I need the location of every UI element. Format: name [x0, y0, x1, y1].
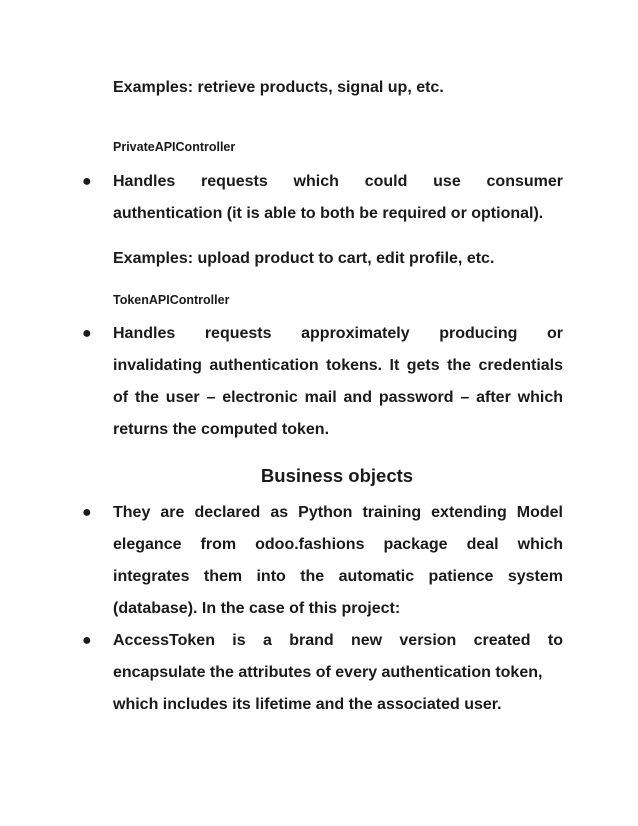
token-bullet-line-4: returns the computed token.: [113, 421, 330, 438]
biz-bullet2-line-2: encapsulate the attributes of every authentication token,: [113, 664, 543, 681]
token-bullet-line-1: Handles requests approximately producing or: [113, 325, 563, 342]
bullet-icon: ●: [82, 632, 92, 649]
private-controller-heading: PrivateAPIController: [113, 140, 236, 154]
private-bullet-line-2: authentication (it is able to both be required or optional).: [113, 205, 544, 222]
biz-bullet1-line-3: integrates them into the automatic patience system: [113, 568, 563, 585]
token-bullet-line-2: invalidating authentication tokens. It gets the credentials: [113, 357, 563, 374]
example-public-text: Examples: retrieve products, signal up, etc.: [113, 79, 444, 96]
biz-bullet2-line-3: which includes its lifetime and the associated user.: [113, 696, 502, 713]
biz-bullet1-line-4: (database). In the case of this project:: [113, 600, 401, 617]
bullet-icon: ●: [82, 325, 92, 342]
biz-bullet1-line-2: elegance from odoo.fashions package deal which: [113, 536, 563, 553]
bullet-icon: ●: [82, 504, 92, 521]
biz-bullet2-line-1: AccessToken is a brand new version created to: [113, 632, 563, 649]
private-bullet-line-1: Handles requests which could use consumer: [113, 173, 563, 190]
example-private-text: Examples: upload product to cart, edit profile, etc.: [113, 250, 495, 267]
bullet-icon: ●: [82, 173, 92, 190]
token-bullet-line-3: of the user – electronic mail and password – after which: [113, 389, 563, 406]
section-heading: Business objects: [260, 465, 414, 486]
biz-bullet1-line-1: They are declared as Python training extending Model: [113, 504, 563, 521]
token-controller-heading: TokenAPIController: [113, 293, 230, 307]
